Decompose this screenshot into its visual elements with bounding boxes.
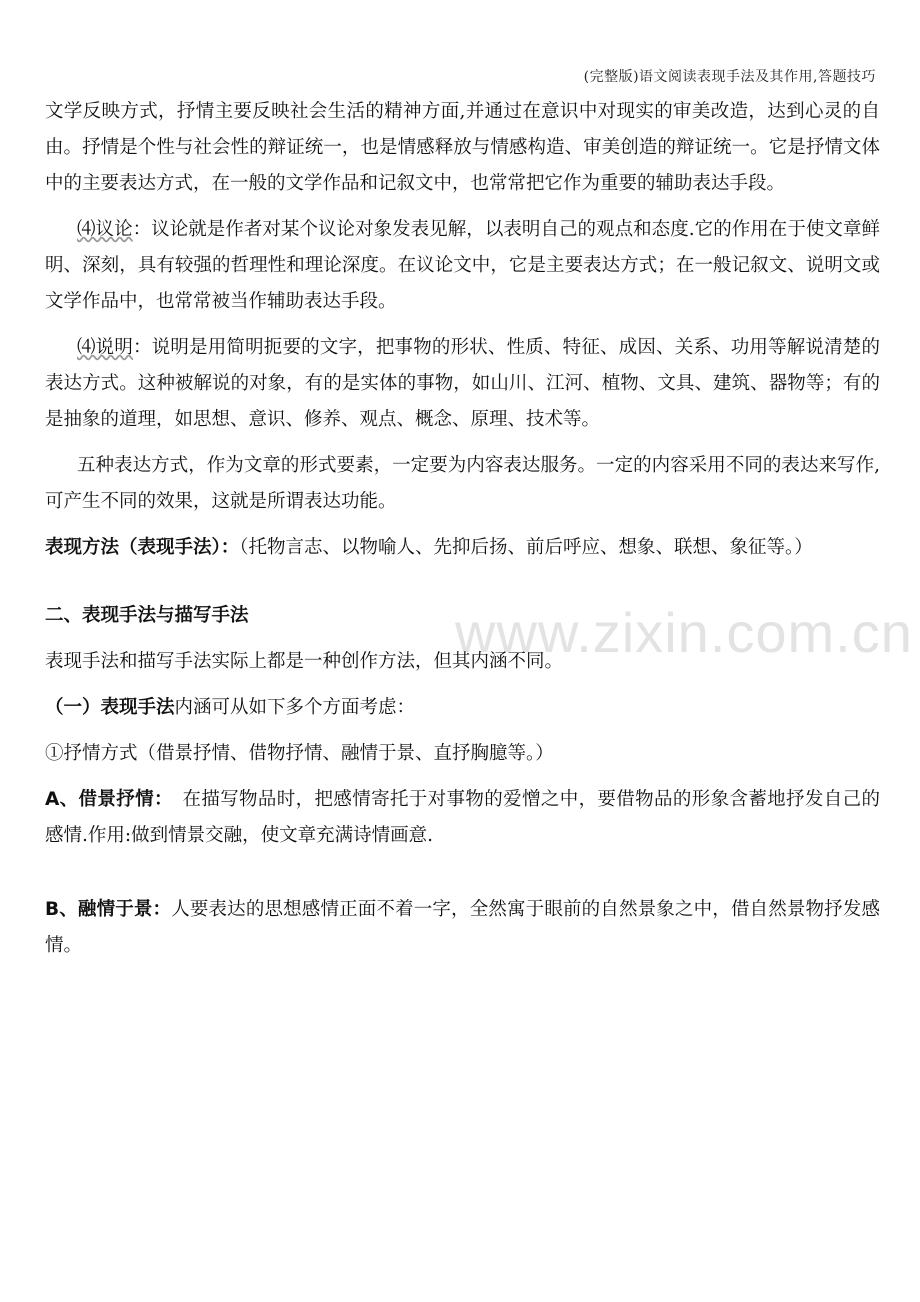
- subsection-1-label: （一）表现手法: [45, 697, 175, 718]
- paragraph-lyric-methods: ①抒情方式（借景抒情、借物抒情、融情于景、直抒胸臆等。）: [45, 743, 554, 764]
- item-a-label: A、借景抒情：: [45, 789, 164, 810]
- paragraph-lyric: 文学反映方式，抒情主要反映社会生活的精神方面,并通过在意识中对现实的审美改造，达到心灵的自由。抒情是个性与社会性的辩证统一，也是情感释放与情感构造、审美创造的辩证统一。它是抒情文体中的主要表达方式，在一般的文学作品和记叙文中，也常常把它作为重要的辅助表达手段。: [45, 101, 880, 194]
- item-b-text: 人要表达的思想感情正面不着一字，全然寓于眼前的自然景象之中，借自然景物抒发感情。: [45, 899, 880, 956]
- explanation-label: ⑷说明: [77, 337, 134, 358]
- watermark: www.zixin.com.cn: [455, 601, 913, 664]
- techniques-label: 表现方法（表现手法）：: [45, 537, 240, 558]
- page-header: (完整版)语文阅读表现手法及其作用,答题技巧: [583, 69, 876, 85]
- techniques-text: （托物言志、以物喻人、先抑后扬、前后呼应、想象、联想、象征等。）: [239, 537, 813, 558]
- paragraph-item-a: [45, 782, 880, 854]
- paragraph-item-b: [45, 892, 880, 964]
- document-body: [45, 94, 880, 964]
- subsection-1-text: 内涵可从如下多个方面考虑：: [174, 697, 416, 718]
- section-heading: 二、表现手法与描写手法: [45, 605, 249, 626]
- explanation-text: ：说明是用简明扼要的文字，把事物的形状、性质、特征、成因、关系、功用等解说清楚的表达方式。这种被解说的对象，有的是实体的事物，如山川、江河、植物、文具、建筑、器物等；有的是抽象的道理，如思想、意识、修养、观点、概念、原理、技术等。: [45, 337, 880, 430]
- item-a-text: 在描写物品时，把感情寄托于对事物的爱憎之中，要借物品的形象含蓄地抒发自己的感情.作用:做到情景交融，使文章充满诗情画意.: [45, 789, 880, 846]
- paragraph-intro: 表现手法和描写手法实际上都是一种创作方法，但其内涵不同。: [45, 651, 564, 672]
- paragraph-five-modes: 五种表达方式，作为文章的形式要素，一定要为内容表达服务。一定的内容采用不同的表达来写作,可产生不同的效果，这就是所谓表达功能。: [45, 455, 880, 512]
- paragraph-subsection-1: [45, 690, 880, 726]
- argument-label: ⑷议论: [77, 219, 133, 240]
- item-b-label: B、融情于景：: [45, 899, 172, 920]
- paragraph-techniques: [45, 530, 880, 566]
- paragraph-argument: [45, 212, 880, 320]
- argument-text: ：议论就是作者对某个议论对象发表见解，以表明自己的观点和态度.它的作用在于使文章鲜明、深刻，具有较强的哲理性和理论深度。在议论文中，它是主要表达方式；在一般记叙文、说明文或文学作品中，也常常被当作辅助表达手段。: [45, 219, 880, 312]
- paragraph-explanation: [45, 330, 880, 438]
